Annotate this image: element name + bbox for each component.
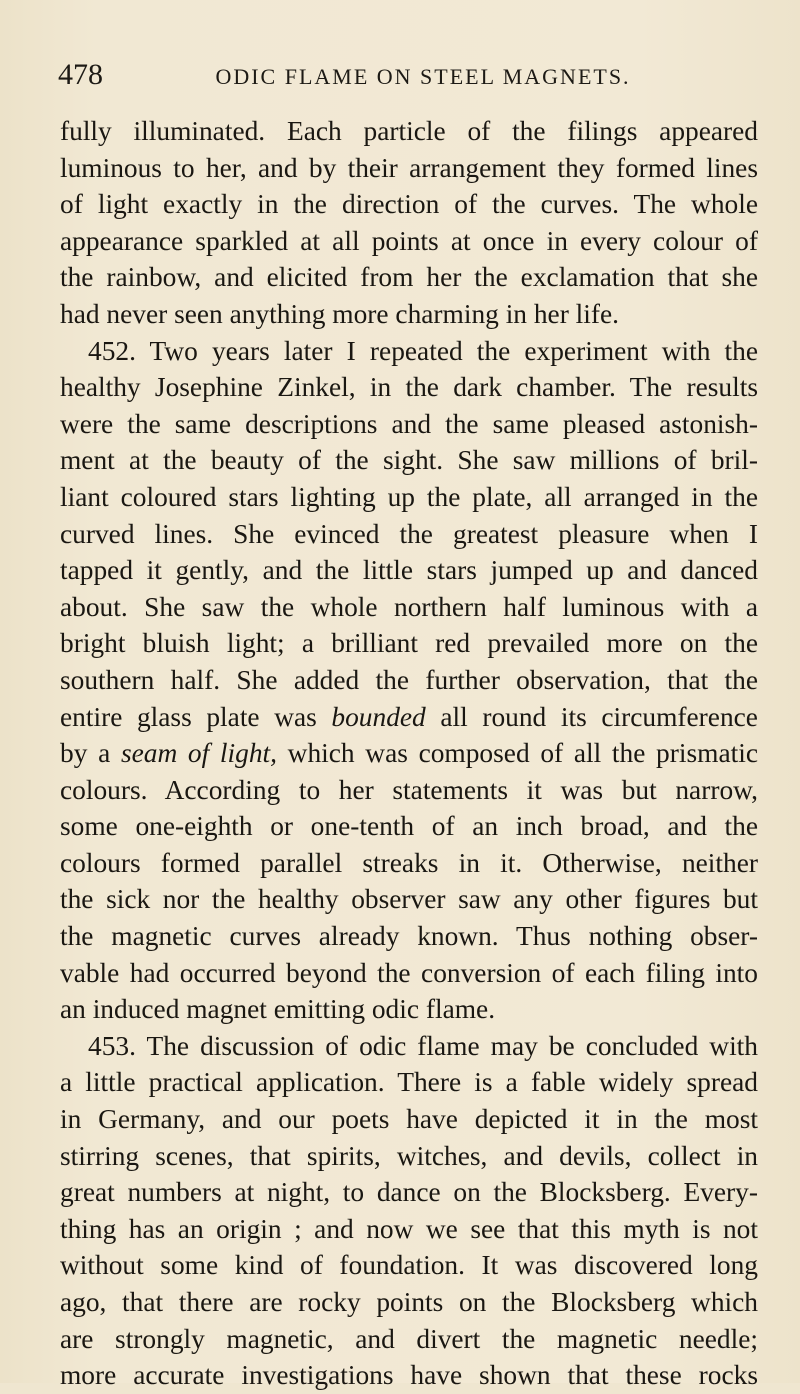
- text-line: colours formed parallel streaks in it. Otherwise, neither: [60, 847, 758, 878]
- text-line: ago, that there are rocky points on the Blocksberg which: [60, 1287, 758, 1317]
- page-number: 478: [58, 58, 103, 91]
- text-line: curved lines. She evinced the greatest pleasure when I: [60, 518, 758, 549]
- text-line-with-italic: [60, 699, 758, 736]
- text-line: were the same descriptions and the same pleased astonish-: [60, 408, 758, 439]
- paragraph-452-start: 452. Two years later I repeated the experiment with the: [88, 335, 758, 366]
- text-line: great numbers at night, to dance on the Blocksberg. Every-: [60, 1177, 758, 1208]
- text-line: in Germany, and our poets have depicted it in the most: [60, 1104, 758, 1135]
- text-line: liant coloured stars lighting up the plate, all arranged in the: [60, 481, 758, 512]
- text-line: stirring scenes, that spirits, witches, and devils, collect in: [60, 1140, 758, 1171]
- text-line: luminous to her, and by their arrangement they formed lines: [60, 152, 758, 183]
- text-line: colours. According to her statements it was but narrow,: [60, 774, 758, 805]
- italic-word: bounded: [331, 701, 426, 732]
- text-line: southern half. She added the further observation, that the: [60, 664, 758, 695]
- text-line: the rainbow, and elicited from her the exclamation that she: [60, 262, 758, 293]
- text-segment: entire glass plate was: [60, 701, 317, 732]
- text-line: bright bluish light; a brilliant red prevailed more on the: [60, 628, 758, 659]
- page-header: [58, 58, 748, 92]
- text-line: fully illuminated. Each particle of the filings appeared: [60, 116, 758, 146]
- text-segment: all round its circumference: [440, 701, 758, 732]
- text-line: without some kind of foundation. It was discovered long: [60, 1250, 758, 1281]
- italic-phrase: seam of light,: [120, 738, 277, 769]
- text-segment: by a: [60, 738, 111, 769]
- text-line: an induced magnet emitting odic flame.: [60, 994, 496, 1025]
- text-line: ment at the beauty of the sight. She saw millions of bril-: [60, 445, 758, 476]
- body-text: [60, 113, 758, 1394]
- text-line: of light exactly in the direction of the curves. The whole: [60, 189, 758, 220]
- text-line-with-italic: [60, 735, 758, 772]
- paragraph-453-start: 453. The discussion of odic flame may be concluded with: [88, 1030, 758, 1061]
- text-line: had never seen anything more charming in her life.: [60, 298, 620, 329]
- text-line: appearance sparkled at all points at once in every colour of: [60, 225, 758, 256]
- text-line: tapped it gently, and the little stars jumped up and danced: [60, 555, 758, 586]
- text-line: the sick nor the healthy observer saw any other figures but: [60, 884, 758, 915]
- text-segment: which was composed of all the prismatic: [287, 738, 758, 769]
- text-line: about. She saw the whole northern half luminous with a: [60, 591, 758, 622]
- text-line: a little practical application. There is a fable widely spread: [60, 1067, 758, 1098]
- text-line: some one-eighth or one-tenth of an inch broad, and the: [60, 811, 758, 842]
- text-line: thing has an origin ; and now we see that this myth is not: [60, 1213, 758, 1244]
- text-line: vable had occurred beyond the conversion of each filing into: [60, 957, 758, 988]
- text-line: healthy Josephine Zinkel, in the dark chamber. The results: [60, 372, 758, 403]
- running-head: ODIC FLAME ON STEEL MAGNETS.: [215, 64, 631, 89]
- text-line: more accurate investigations have shown that these rocks: [60, 1360, 758, 1391]
- text-line: the magnetic curves already known. Thus nothing obser-: [60, 921, 758, 952]
- text-line: are strongly magnetic, and divert the magnetic needle;: [60, 1323, 758, 1354]
